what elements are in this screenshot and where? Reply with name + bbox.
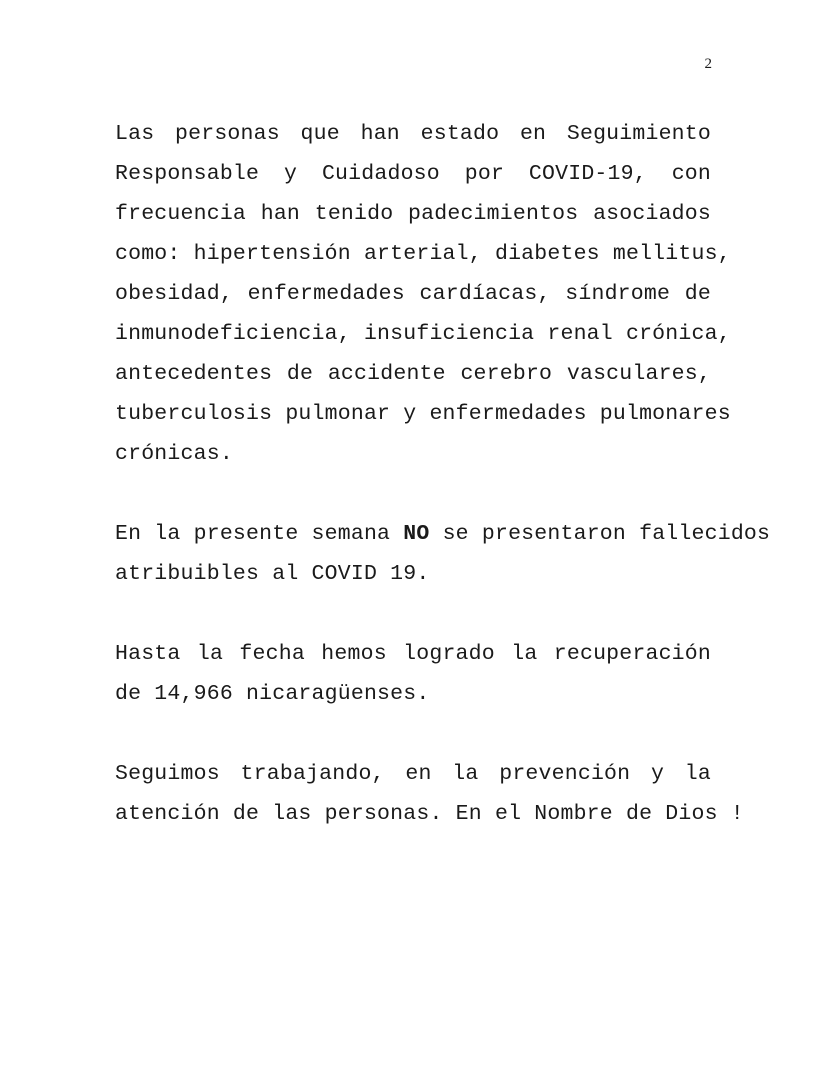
text-line: inmunodeficiencia, insuficiencia renal crónica, — [115, 322, 731, 346]
paragraph-comorbidities — [115, 114, 731, 474]
text-line: Hasta la fecha hemos logrado la recuperación — [115, 642, 711, 666]
emphasis-no: NO — [403, 522, 430, 546]
text-line: tuberculosis pulmonar y enfermedades pulmonares — [115, 402, 731, 426]
text-line: Responsable y Cuidadoso por COVID-19, con — [115, 162, 711, 186]
text-line: atribuibles al COVID 19. — [115, 562, 430, 586]
paragraph-closing — [115, 754, 744, 834]
text-line: antecedentes de accidente cerebro vasculares, — [115, 362, 711, 386]
text-line: obesidad, enfermedades cardíacas, síndrome de — [115, 282, 711, 306]
page-number: 2 — [704, 56, 712, 72]
text-line: como: hipertensión arterial, diabetes mellitus, — [115, 242, 731, 266]
text-line: de 14,966 nicaragüenses. — [115, 682, 430, 706]
paragraph-deaths — [115, 514, 771, 594]
text-line: crónicas. — [115, 442, 233, 466]
text-line — [115, 514, 771, 554]
text-line: Seguimos trabajando, en la prevención y la — [115, 762, 711, 786]
text-line: frecuencia han tenido padecimientos asociados — [115, 202, 711, 226]
paragraph-recoveries — [115, 634, 711, 714]
text-segment: En la presente semana — [115, 522, 404, 546]
text-segment: se presentaron fallecidos — [429, 522, 771, 546]
document-body — [115, 114, 771, 874]
text-line: Las personas que han estado en Seguimiento — [115, 122, 711, 146]
text-line: atención de las personas. En el Nombre de Dios ! — [115, 802, 744, 826]
